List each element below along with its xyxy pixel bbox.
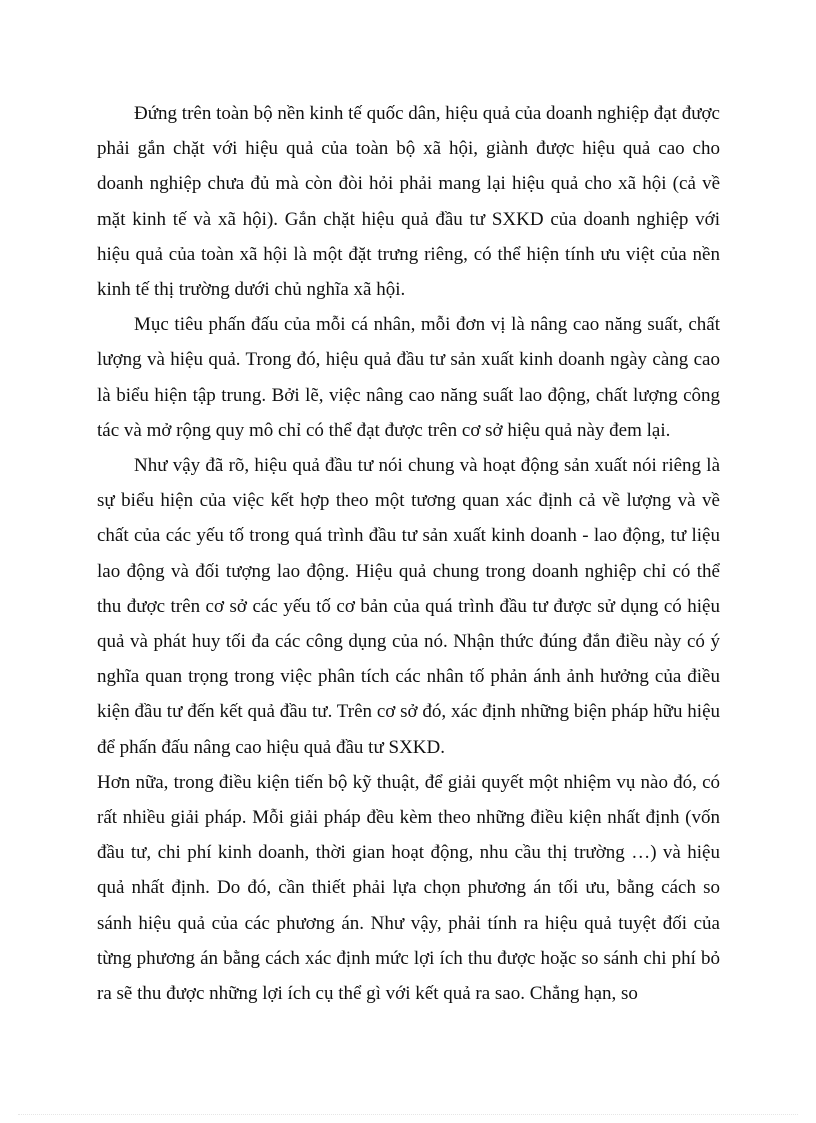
page-bottom-divider [18, 1114, 798, 1115]
paragraph-3: Như vậy đã rõ, hiệu quả đầu tư nói chung và hoạt động sản xuất nói riêng là sự biểu hiện của việc kết hợp theo một tương quan xác định cả về lượng và về chất của các yếu tố trong quá trình đầu tư sản xuất kinh doanh - lao động, tư liệu lao động và đối tượng lao động. Hiệu quả chung trong doanh nghiệp chỉ có thể thu được trên cơ sở các yếu tố cơ bản của quá trình đầu tư được sử dụng có hiệu quả và phát huy tối đa các công dụng của nó. Nhận thức đúng đắn điều này có ý nghĩa quan trọng trong việc phân tích các nhân tố phản ánh ảnh hưởng của điều kiện đầu tư đến kết quả đầu tư. Trên cơ sở đó, xác định những biện pháp hữu hiệu để phấn đấu nâng cao hiệu quả đầu tư SXKD. [97, 455, 720, 758]
paragraph-1: Đứng trên toàn bộ nền kinh tế quốc dân, hiệu quả của doanh nghiệp đạt được phải gắn chặt với hiệu quả của toàn bộ xã hội, giành được hiệu quả cao cho doanh nghiệp chưa đủ mà còn đòi hỏi phải mang lại hiệu quả cho xã hội (cả về mặt kinh tế và xã hội). Gắn chặt hiệu quả đầu tư SXKD của doanh nghiệp với hiệu quả của toàn xã hội là một đặt trưng riêng, có thể hiện tính ưu việt của nền kinh tế thị trường dưới chủ nghĩa xã hội. [97, 103, 720, 301]
paragraph-2: Mục tiêu phấn đấu của mỗi cá nhân, mỗi đơn vị là nâng cao năng suất, chất lượng và hiệu quả. Trong đó, hiệu quả đầu tư sản xuất kinh doanh ngày càng cao là biểu hiện tập trung. Bởi lẽ, việc nâng cao năng suất lao động, chất lượng công tác và mở rộng quy mô chỉ có thể đạt được trên cơ sở hiệu quả này đem lại. [97, 314, 720, 441]
paragraph-4: Hơn nữa, trong điều kiện tiến bộ kỹ thuật, để giải quyết một nhiệm vụ nào đó, có rất nhiều giải pháp. Mỗi giải pháp đều kèm theo những điều kiện nhất định (vốn đầu tư, chi phí kinh doanh, thời gian hoạt động, nhu cầu thị trường …) và hiệu quả nhất định. Do đó, cần thiết phải lựa chọn phương án tối ưu, bằng cách so sánh hiệu quả của các phương án. Như vậy, phải tính ra hiệu quả tuyệt đối của từng phương án bằng cách xác định mức lợi ích thu được hoặc so sánh chi phí bỏ ra sẽ thu được những lợi ích cụ thể gì với kết quả ra sao. Chẳng hạn, so [97, 771, 720, 1005]
body-text [97, 96, 720, 1011]
